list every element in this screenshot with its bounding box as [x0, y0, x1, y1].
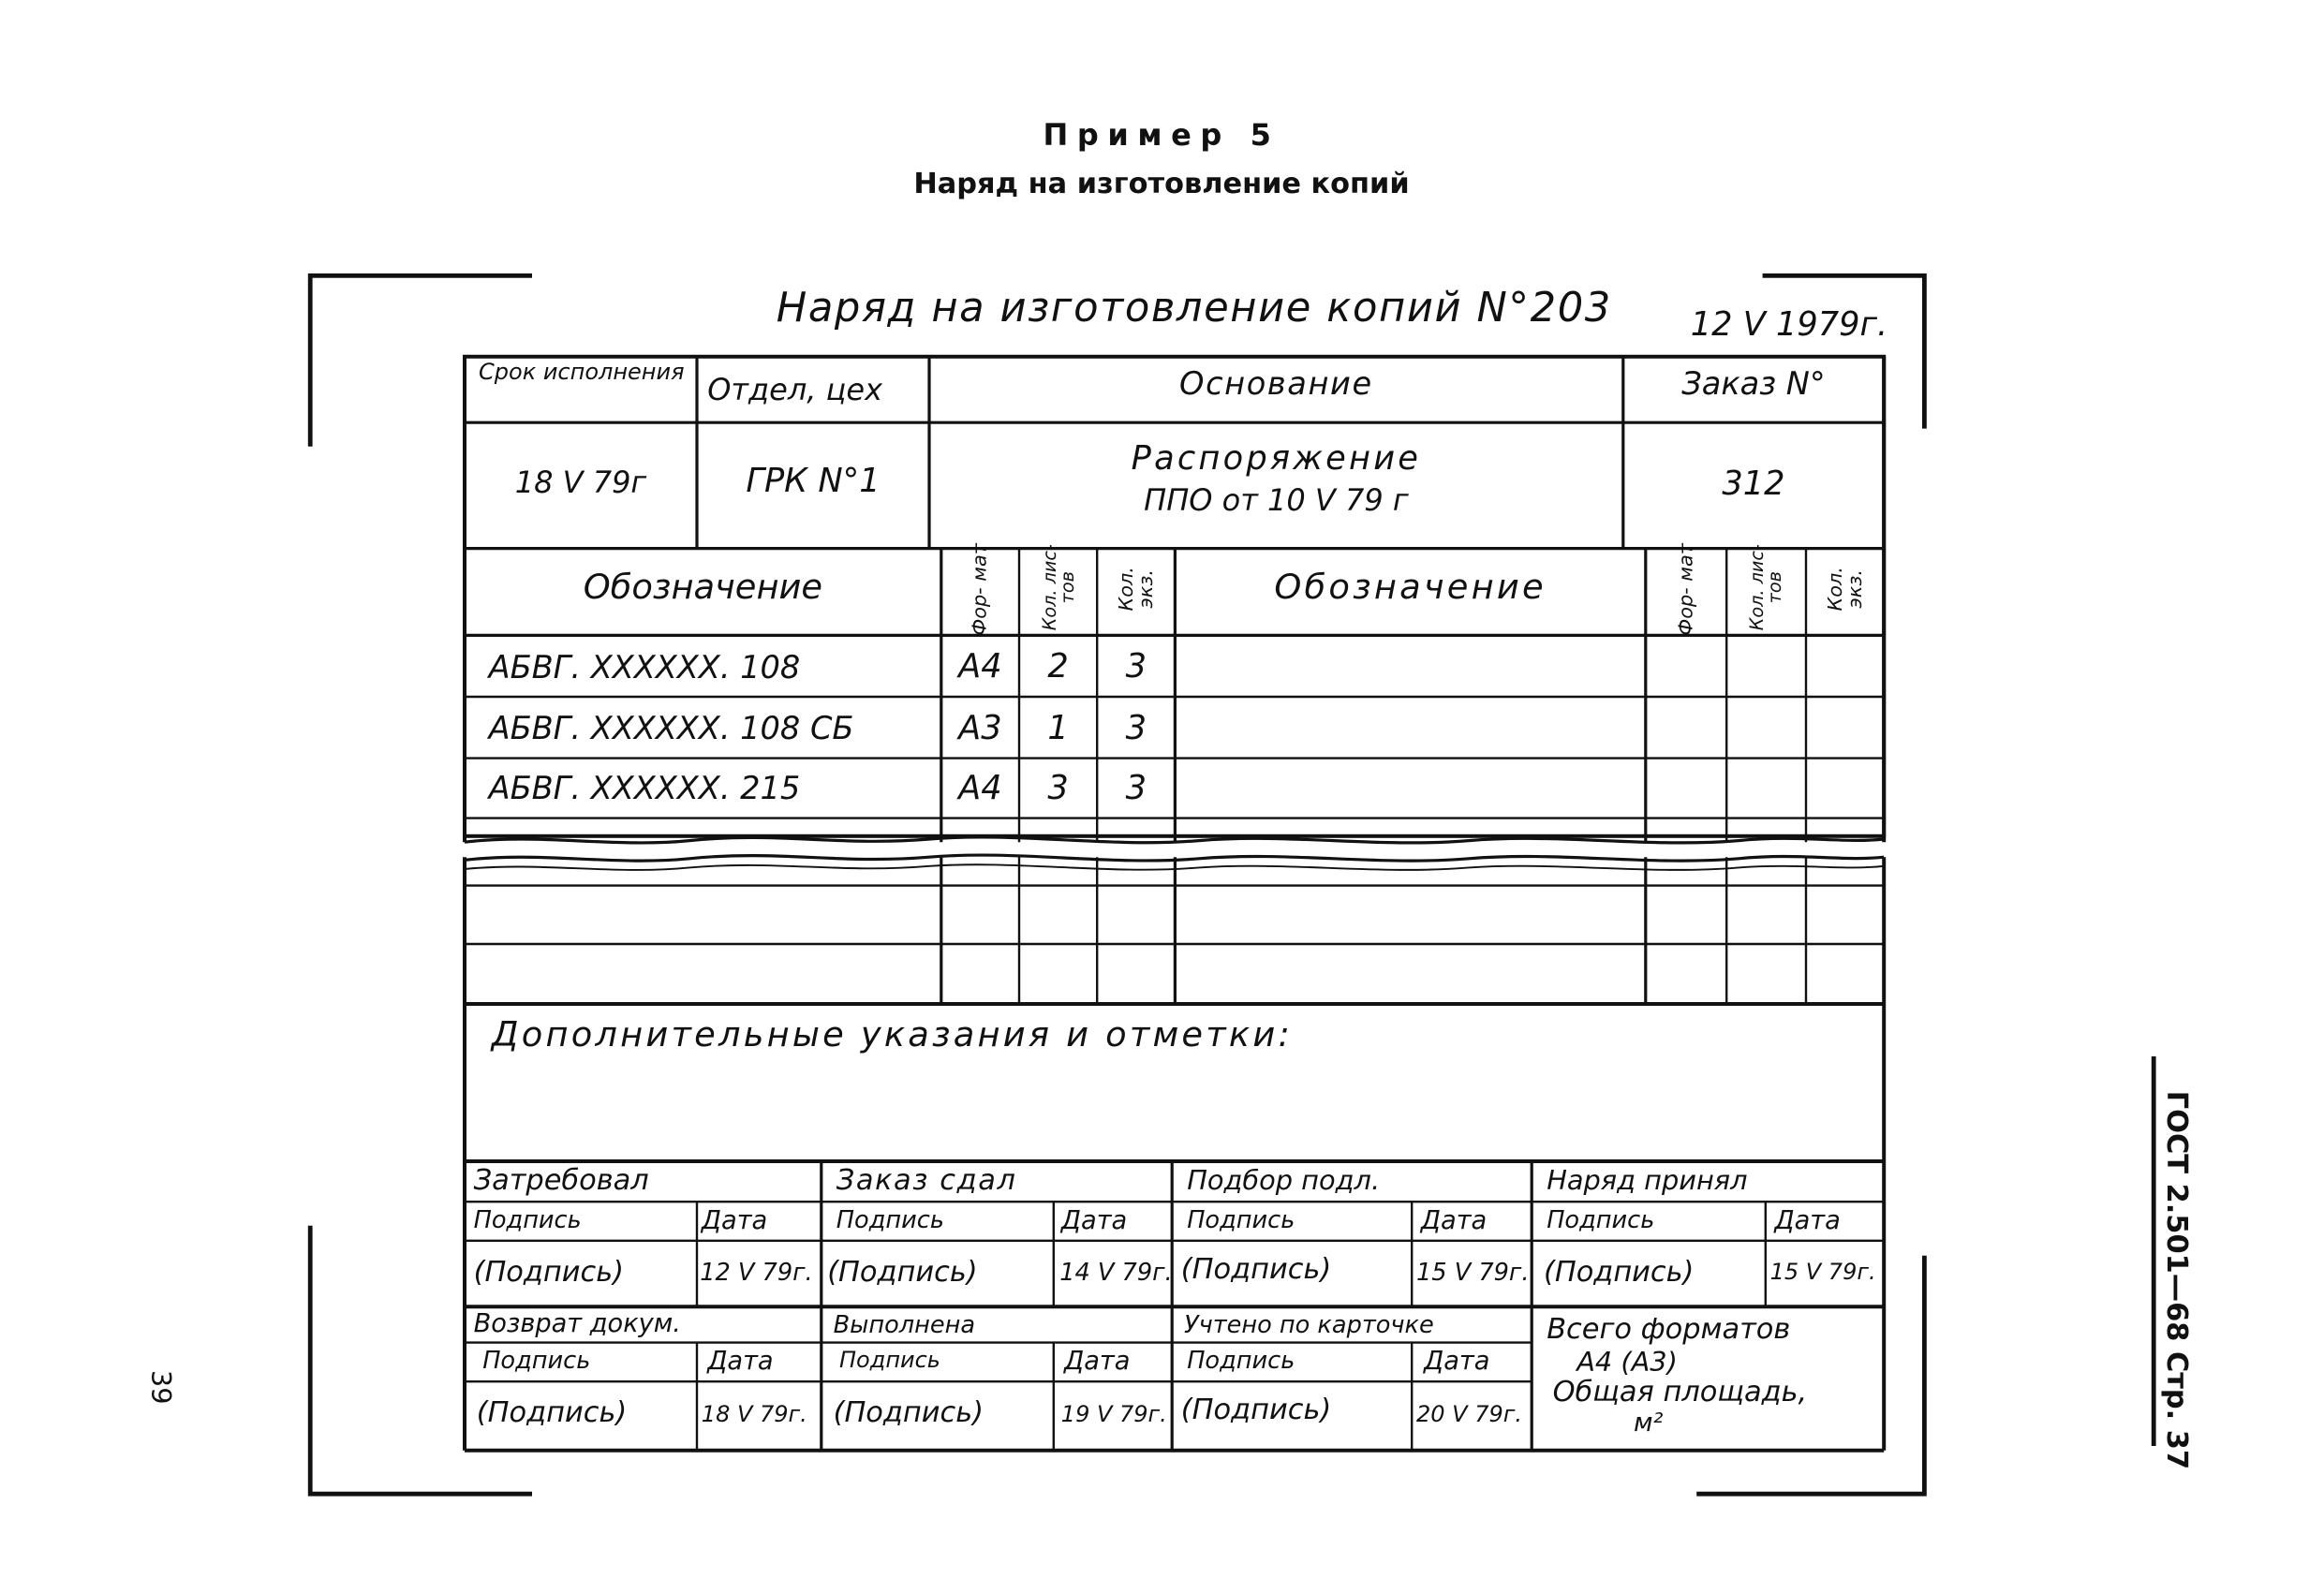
list-header-sheets-left: Кол. лис- тов — [1038, 544, 1078, 631]
sig1-submitted-date: 14 V 79г. — [1059, 1259, 1173, 1287]
sig2-card-title: Учтено по карточке — [1184, 1311, 1434, 1339]
form-date: 12 V 1979г. — [1690, 305, 1888, 345]
sig2-done-date: 19 V 79г. — [1060, 1401, 1167, 1427]
sig2-card-date-label: Дата — [1424, 1347, 1490, 1377]
list-header-format-right: Фор- мат — [1674, 543, 1697, 636]
row-1-copies: 3 — [1125, 647, 1147, 686]
row-2-copies: 3 — [1125, 708, 1147, 747]
document-subtitle: Наряд на изготовление копий — [913, 168, 1410, 201]
sig1-accepted-date: 15 V 79г. — [1769, 1259, 1876, 1285]
totals-line4: м² — [1634, 1409, 1664, 1438]
totals-line2: А4 (А3) — [1576, 1345, 1678, 1378]
header-basis: Основание — [1179, 365, 1373, 403]
sig1-submitted-date-label: Дата — [1060, 1206, 1128, 1235]
sig1-requested-date-label: Дата — [701, 1206, 768, 1235]
sig1-submitted-sig: (Подпись) — [827, 1255, 978, 1289]
sig2-return-date-label: Дата — [707, 1347, 774, 1377]
row-1-format: А4 — [958, 647, 1002, 686]
list-header-copies-right: Кол. экз. — [1823, 567, 1866, 612]
sig1-selection-sig-label: Подпись — [1187, 1206, 1295, 1234]
sig1-accepted-title: Наряд принял — [1547, 1164, 1748, 1197]
sig1-requested-sig: (Подпись) — [473, 1255, 625, 1289]
example-title: Пример 5 — [1043, 116, 1280, 153]
row-1-sheets: 2 — [1047, 647, 1069, 686]
sig1-selection-date: 15 V 79г. — [1416, 1259, 1530, 1287]
sig2-done-sig-label: Подпись — [839, 1347, 940, 1374]
sig1-accepted-sig: (Подпись) — [1544, 1255, 1695, 1289]
sig2-card-date: 20 V 79г. — [1416, 1401, 1522, 1427]
sig2-card-sig-label: Подпись — [1187, 1347, 1295, 1376]
row-2-format: А3 — [958, 708, 1002, 747]
row-3-format: А4 — [958, 768, 1002, 807]
page-number: 39 — [144, 1370, 177, 1405]
totals-line1: Всего форматов — [1547, 1312, 1791, 1346]
sig1-selection-date-label: Дата — [1420, 1206, 1488, 1235]
sig1-requested-title: Затребовал — [473, 1164, 649, 1198]
header-department: Отдел, цех — [707, 371, 883, 407]
sig1-submitted-title: Заказ сдал — [836, 1164, 1017, 1198]
form-title: Наряд на изготовление копий N°203 — [776, 285, 1612, 332]
row-2-sheets: 1 — [1047, 708, 1069, 747]
totals-line3: Общая площадь, — [1552, 1375, 1808, 1409]
value-basis-line2: ППО от 10 V 79 г — [1144, 482, 1409, 519]
header-deadline: Срок исполнения — [479, 359, 685, 385]
sig2-return-date: 18 V 79г. — [701, 1401, 807, 1427]
value-order: 312 — [1722, 465, 1785, 503]
list-header-format-left: Фор- мат — [968, 543, 991, 636]
list-header-copies-left: Кол. экз. — [1115, 567, 1157, 612]
value-deadline: 18 V 79г — [514, 465, 647, 500]
list-header-designation-left: Обозначение — [583, 566, 823, 607]
list-header-sheets-right: Кол. лис- тов — [1745, 544, 1785, 631]
sig2-return-title: Возврат докум. — [473, 1309, 681, 1339]
sig2-return-sig: (Подпись) — [476, 1396, 628, 1430]
sig1-selection-title: Подбор подл. — [1187, 1164, 1381, 1197]
sig1-requested-date: 12 V 79г. — [700, 1259, 813, 1287]
sig1-requested-sig-label: Подпись — [473, 1206, 582, 1234]
row-2-designation: АБВГ. XXXXXX. 108 СБ — [488, 710, 854, 747]
standard-reference: ГОСТ 2.501—68 Стр. 37 — [2159, 1090, 2193, 1470]
row-3-copies: 3 — [1125, 768, 1147, 807]
sig2-return-sig-label: Подпись — [482, 1347, 591, 1376]
sig1-submitted-sig-label: Подпись — [836, 1206, 944, 1234]
notes-label: Дополнительные указания и отметки: — [491, 1014, 1294, 1055]
value-department: ГРК N°1 — [746, 461, 881, 500]
sig2-done-sig: (Подпись) — [833, 1396, 984, 1430]
list-header-designation-right: Обозначение — [1274, 566, 1547, 607]
value-basis-line1: Распоряжение — [1131, 438, 1422, 478]
row-3-designation: АБВГ. XXXXXX. 215 — [488, 770, 801, 807]
sig2-done-date-label: Дата — [1064, 1347, 1131, 1377]
sig1-accepted-date-label: Дата — [1774, 1206, 1841, 1235]
row-1-designation: АБВГ. XXXXXX. 108 — [488, 648, 801, 686]
sig1-selection-sig: (Подпись) — [1180, 1252, 1332, 1286]
sig1-accepted-sig-label: Подпись — [1547, 1206, 1655, 1234]
row-3-sheets: 3 — [1047, 768, 1069, 807]
sig2-card-sig: (Подпись) — [1180, 1394, 1332, 1426]
header-order: Заказ N° — [1681, 365, 1826, 403]
sig2-done-title: Выполнена — [833, 1311, 976, 1339]
